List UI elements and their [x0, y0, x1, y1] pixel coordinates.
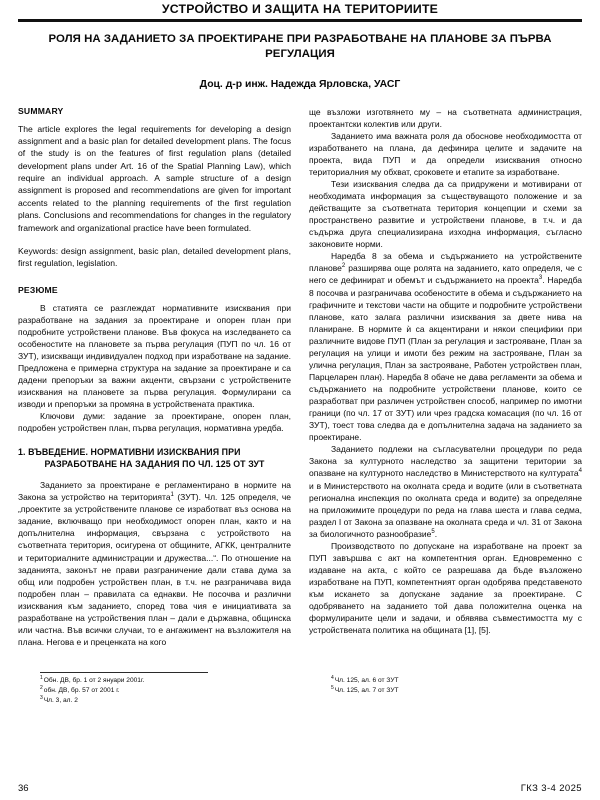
section1-heading: [18, 447, 291, 471]
footnote-ref-3[interactable]: 3: [538, 275, 543, 282]
two-column-body: [18, 106, 582, 706]
footnote-number: 5: [331, 685, 334, 692]
section1-heading-line1: 1. ВЪВЕДЕНИЕ. НОРМАТИВНИ ИЗИСКВАНИЯ ПРИ: [18, 447, 241, 458]
left-para1-part-a: Заданието за проектиране е регламентирано в нормите на Закона за устройство на територията: [18, 480, 291, 503]
right-paragraph-4: [309, 250, 582, 443]
summary-keywords: Keywords: design assignment, basic plan, detailed development plans, first regulation, legislation.: [18, 245, 291, 269]
footnote-number: 1: [40, 674, 43, 681]
page-footer: [18, 783, 582, 794]
right-para5-part-b: и в Министерството на околната среда и водите (или в съответната регионална инспекция по околната среда и водите) за определяне на приложимите процедури по реда на глава шеста и глава седма, раздел I от Закона за опазване на околната среда и чл. 31 от Закона за биологичното разнообразие: [309, 480, 582, 539]
footnote-number: 4: [331, 675, 334, 682]
footnote-text: Чл. 125, ал. 7 от ЗУТ: [334, 687, 399, 695]
footnote-text: Чл. 3, ал. 2: [43, 696, 78, 704]
journal-reference: ГКЗ 3-4 2025: [520, 783, 582, 794]
right-paragraph-2: Заданието има важната роля да обоснове необходимостта от изработването на плана, да дефинира целите и задачите на проекта, вида ПУП и да определи изисквания относно териториалния му обхват, сроковете и етапите за изработване.: [309, 130, 582, 177]
right-paragraph-3: Тези изисквания следва да са придружени и мотивирани от необходимата информация за съществуващото положение и за действащите за съответната територия концепции и схеми за пространствено развитие и устройствени планове, в т.ч. и да съдържа друга специализирана изходна информация, съгласно законовите норми.: [309, 178, 582, 250]
footnote-item: [331, 686, 582, 696]
section1-heading-line2: РАЗРАБОТВАНЕ НА ЗАДАНИЯ ПО ЧЛ. 125 ОТ ЗУТ: [44, 459, 265, 470]
left-column: [18, 106, 291, 706]
header-rule: [18, 19, 582, 22]
running-head: УСТРОЙСТВО И ЗАЩИТА НА ТЕРИТОРИИТЕ: [161, 2, 439, 16]
right-para4-part-b: разширява още ролята на заданието, като определя, че с него се дефинират и обемът и съдържанието на проекта: [309, 263, 582, 286]
summary-label: SUMMARY: [18, 105, 64, 116]
right-para4-part-a: Наредба 8 за обема и съдържанието на устройствените планове: [309, 251, 582, 274]
resume-keywords: Ключови думи: задание за проектиране, опорен план, подробен устройствен план, първа регулация, нормативна уредба.: [18, 411, 291, 434]
footnote-item: [40, 676, 291, 686]
right-paragraph-continued: ще възложи изготвянето му – на съответната администрация, проектантски колектив или други.: [309, 106, 582, 129]
footnote-ref-4[interactable]: 4: [578, 468, 582, 475]
resume-text: В статията се разглеждат нормативните изисквания при разработване на задания за проектиране и опорен план при подробните устройствени планове. Във фокуса на изследването са особеностите на плановете за първа регулация (ПУП по чл. 16 от ЗУТ), изискващи индивидуален подход при изработване на задание. Предложена е примерна структура на задание за проектиране и са дадени препоръки за важни акценти, свързани с устройствените изисквания на плановете за първа регулация. Формулирани са изводи и препоръки за промяна в устройствената практика.: [18, 302, 291, 410]
footnote-number: 2: [40, 684, 43, 691]
footnote-text: обн. ДВ, бр. 57 от 2001 г.: [43, 686, 120, 694]
right-para5-part-c: .: [434, 528, 438, 539]
left-para1-part-b: (ЗУТ). Чл. 125 определя, че „проектите за устройствените планове се изработват въз основа на задание, включващо при необходимост опорен план, както и на допълнителна информация, свързана с устройството на съответната територия, осигурена от общините, АГКК, централните и териториалните администрации и дружества...“. По отношение на заданията, законът не прави разграничение дали става дума за общ или подробен устройствен план, в т.ч. не разграничава вида подробен план – правилата са еднакви. Не посочва и различни изисквания към заданието, според това чия е инициативата за разработване на устройствения план – дали е държавна, общинска или частна. Във всички случаи, то е ангажимент на възложителя на плана. Негова е и преценката на кого: [18, 492, 291, 647]
right-para4-part-c: . Наредба 8 посочва и разграничава особеностите в обема и съдържанието на графичните и текстови части на общите и подробните устройствени планове, като залага различни изисквания за двете нива на планиране. В нормите ѝ са акцентирани и някои специфики при различните видове ПУП (План за регулация и застрояване, План за регулация на улици и имоти без режим на застрояване, План за улична регулация, План за застрояване, Работен устройствен план, Парцеларен план). Наредба 8 обаче не дава регламенти за обема и съдържанието на подробните устройствени планове, които се разработват при различен устройствен способ, например по имотни граници (по чл. 17 от ЗУТ) или чрез градска комасация (по чл. 16 от ЗУТ), тоест това следва да е допълнителна задача на заданието за проектиране.: [309, 275, 583, 443]
left-footnote-area: [18, 672, 291, 706]
footnote-ref-1[interactable]: 1: [170, 492, 174, 499]
right-footnote-area: [309, 676, 582, 696]
summary-text: The article explores the legal requirements for developing a design assignment and a basic plan for detailed development plans. The focus of the study is on the features of first regulation plans (detailed development plans under Art. 16 of the Spatial Planning Law), which require an individual approach. A sample structure of a design assignment is proposed and recommendations are given for important accents related to the planning requirements of the first regulation plans. Conclusions and recommendations for changes in the regulatory framework and organizational practice have been formulated.: [18, 123, 291, 233]
footnote-separator: [40, 672, 208, 673]
resume-label: РЕЗЮМЕ: [18, 284, 58, 295]
footnote-number: 3: [40, 694, 43, 701]
right-paragraph-6: Производството по допускане на изработване на проект за ПУП завършва с акт на компетентния орган. Едновременно с издаване на акта, с който се разрешава да бъде възложено изработване на ПУП, компетентният орган одобрява представеното към искането за допускане задание за проектиране. С одобряването на заданието той дава положителна оценка на формулираните цели и задачи, и обявява съвместимостта му с устройствената политика на общината [1], [5].: [309, 540, 582, 636]
right-para5-part-a: Заданието подлежи на съгласувателни процедури по реда Закона за културното наследство за защитени територии за опазване на културното наследство в Министерството на културата: [309, 444, 582, 479]
footnote-item: [40, 696, 291, 706]
footnote-text: Чл. 125, ал. 6 от ЗУТ: [334, 677, 399, 685]
right-column: [309, 106, 582, 697]
article-title: РОЛЯ НА ЗАДАНИЕТО ЗА ПРОЕКТИРАНЕ ПРИ РАЗРАБОТВАНЕ НА ПЛАНОВЕ ЗА ПЪРВА РЕГУЛАЦИЯ: [48, 32, 552, 60]
footnote-item: [40, 686, 291, 696]
footnote-ref-2[interactable]: 2: [341, 263, 346, 270]
right-paragraph-5: [309, 443, 582, 540]
footnote-ref-5[interactable]: 5: [431, 528, 435, 535]
footnote-item: [331, 676, 582, 686]
page-number: 36: [18, 783, 29, 794]
footnote-text: Обн. ДВ, бр. 1 от 2 януари 2001г.: [43, 677, 145, 685]
author-byline: Доц. д-р инж. Надежда Ярловска, УАСГ: [199, 78, 401, 90]
left-paragraph-1: [18, 479, 291, 648]
